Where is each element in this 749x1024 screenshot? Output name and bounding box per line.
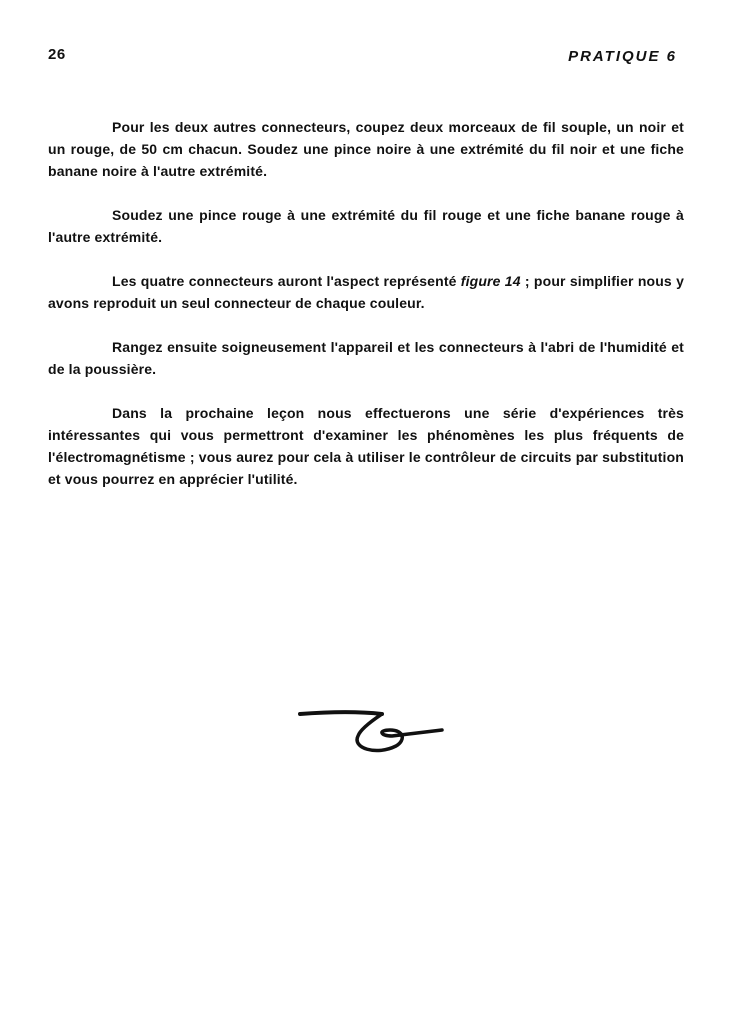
body-text <box>48 116 684 512</box>
paragraph-text-start: Les quatre connecteurs auront l'aspect représenté <box>112 273 461 289</box>
paragraph-connecteurs-rouges: Soudez une pince rouge à une extrémité du fil rouge et une fiche banane rouge à l'autre extrémité. <box>48 207 684 245</box>
paragraph-text-end: ; pour simplifier nous y avons reproduit un seul connecteur de chaque couleur. <box>48 273 685 311</box>
figure-reference: figure 14 <box>460 273 521 289</box>
end-flourish-icon <box>296 700 446 762</box>
paragraph-rangement: Rangez ensuite soigneusement l'appareil et les connecteurs à l'abri de l'humidité et de la poussière. <box>48 339 684 377</box>
paragraph-prochaine-lecon: Dans la prochaine leçon nous effectuerons une série d'expériences très intéressantes qui vous permettront d'examiner les phénomènes les plus fréquents de l'électromagnétisme ; vous aurez pour cela à utiliser le contrôleur de circuits par substitution et vous pourrez en apprécier l'utilité. <box>48 405 684 487</box>
paragraph-connecteurs-noirs: Pour les deux autres connecteurs, coupez deux morceaux de fil souple, un noir et un rouge, de 50 cm chacun. Soudez une pince noire à une extrémité du fil noir et une fiche banane noire à l'autre extrémité. <box>48 119 684 179</box>
running-head: PRATIQUE 6 <box>568 48 677 65</box>
paragraph-aspect-connecteurs <box>48 270 684 314</box>
page-number: 26 <box>48 46 66 63</box>
